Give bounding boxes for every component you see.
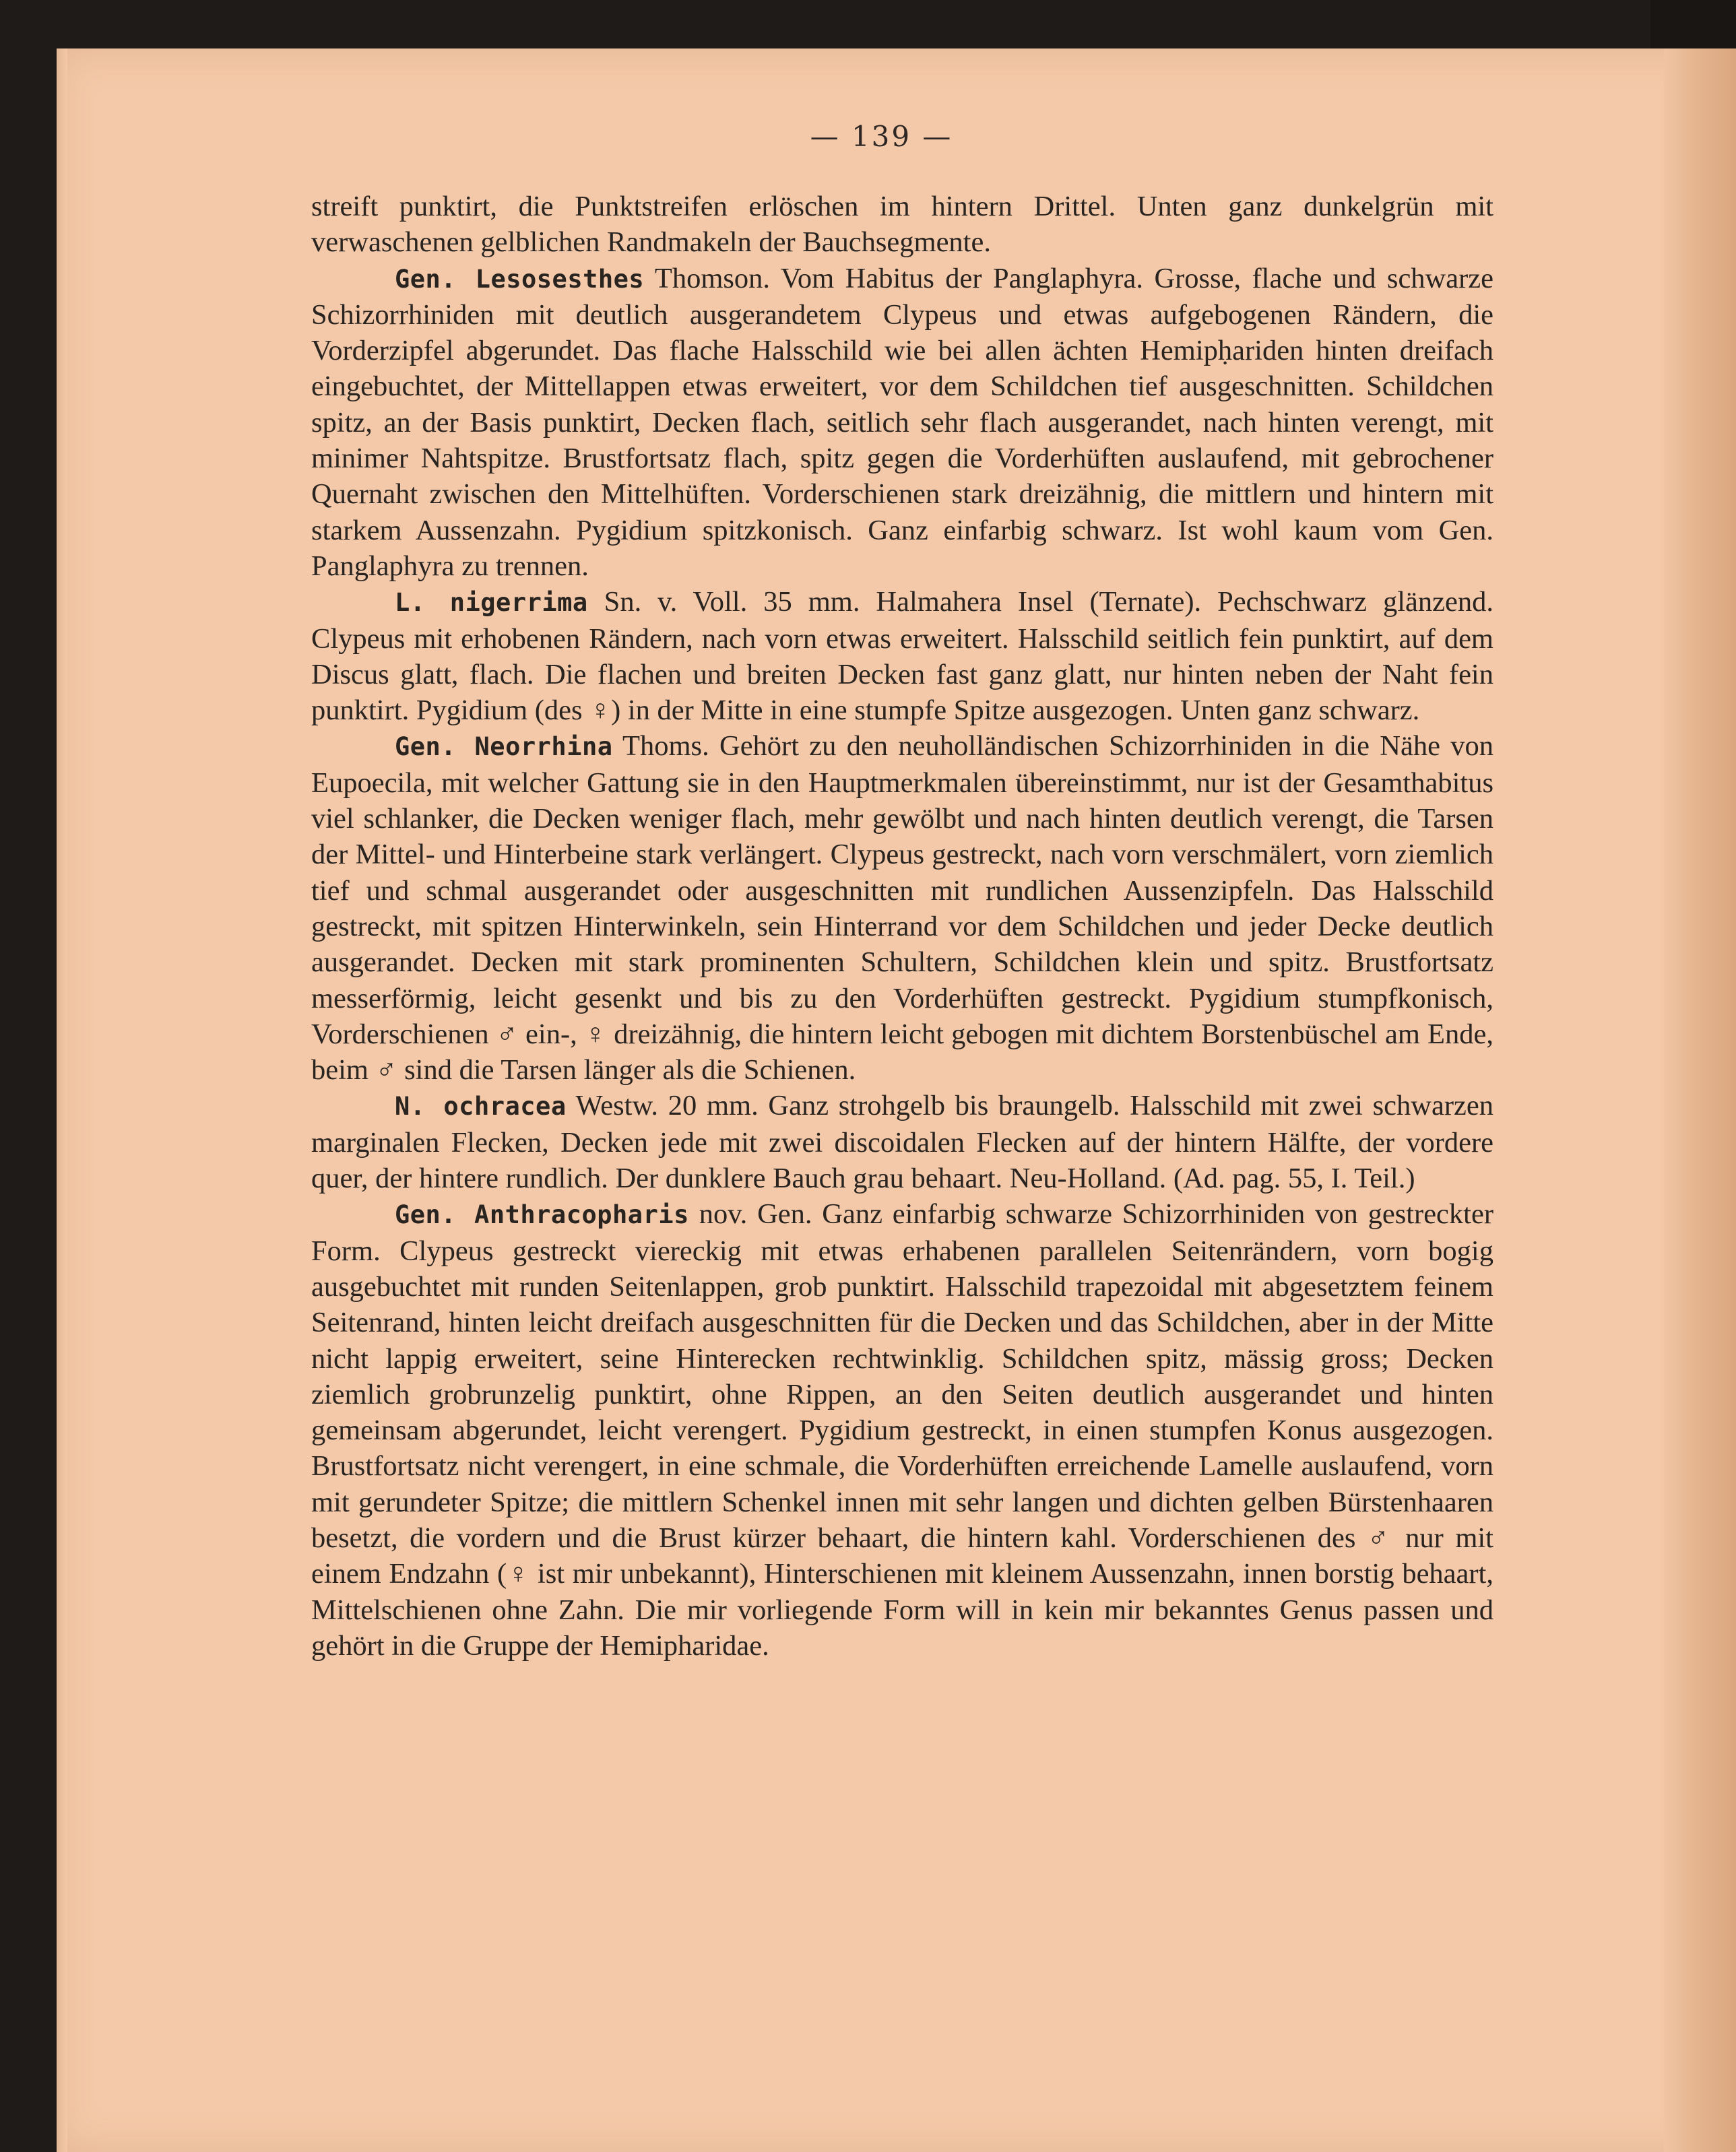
taxon-heading: L. nigerrima — [395, 588, 588, 618]
paragraph-anthracopharis — [311, 1196, 1493, 1664]
page-left-edge — [57, 48, 67, 2152]
paragraph-1 — [311, 189, 1493, 261]
taxon-heading: Gen. Neorrhina — [395, 732, 613, 762]
paragraph-text: streift punktirt, die Punktstreifen erlöschen im hintern Drittel. Unten ganz dunkelgrün mit verwaschenen gelblichen Randmakeln der Bauchsegmente. — [311, 191, 1493, 259]
paragraph-text: Thoms. Gehört zu den neuholländischen Schizorrhiniden in die Nähe von Eupoecila, mit welcher Gattung sie in den Hauptmerkmalen übereinstimmt, nur ist der Gesamthabitus viel schlanker, die Decken weniger flach, mehr gewölbt und nach hinten deutlich verengt, die Tarsen der Mittel- und Hinterbeine stark verlängert. Clypeus gestreckt, nach vorn verschmälert, vorn ziemlich tief und schmal ausgerandet oder ausgeschnitten mit rundlichen Aussenzipfeln. Das Halsschild gestreckt, mit spitzen Hinterwinkeln, sein Hinterrand vor dem Schildchen und jeder Decke deutlich ausgerandet. Decken mit stark prominenten Schultern, Schildchen klein und spitz. Brustfortsatz messerförmig, leicht gesenkt und bis zu den Vorderhüften gestreckt. Pygidium stumpfkonisch, Vorderschienen ♂ ein-, ♀ dreizähnig, die hintern leicht gebogen mit dichtem Borstenbüschel am Ende, beim ♂ sind die Tarsen länger als die Schienen. — [311, 730, 1493, 1086]
paragraph-neorrhina — [311, 728, 1493, 1088]
paragraph-lesosesthes — [311, 261, 1493, 585]
book-gutter — [1664, 48, 1736, 2152]
paragraph-text: Thomson. Vom Habitus der Panglaphyra. Grosse, flache und schwarze Schizorrhiniden mit deutlich ausgerandetem Clypeus und etwas aufgebogenen Rändern, die Vorderzipfel abgerundet. Das flache Halsschild wie bei allen ächten Hemipḥariden hinten dreifach eingebuchtet, der Mittellappen etwas erweitert, vor dem Schildchen tief ausgeschnitten. Schildchen spitz, an der Basis punktirt, Decken flach, seitlich sehr flach ausgerandet, nach hinten verengt, mit minimer Nahtspitze. Brustfortsatz flach, spitz gegen die Vorderhüften auslaufend, mit gebrochener Quernaht zwischen den Mittelhüften. Vorderschienen stark dreizähnig, die mittlern und hintern mit starkem Aussenzahn. Pygidium spitzkonisch. Ganz einfarbig schwarz. Ist wohl kaum vom Gen. Panglaphyra zu trennen. — [311, 262, 1493, 582]
paragraph-nigerrima — [311, 584, 1493, 728]
body-text — [311, 189, 1493, 1664]
paragraph-text: nov. Gen. Ganz einfarbig schwarze Schizorrhiniden von gestreckter Form. Clypeus gestreckt viereckig mit etwas erhabenen parallelen Seitenrändern, vorn bogig ausgebuchtet mit runden Seitenlappen, grob punktirt. Halsschild trapezoidal mit abgesetztem feinem Seitenrand, hinten leicht dreifach ausgeschnitten für die Decken und das Schildchen, aber in der Mitte nicht lappig erweitert, seine Hinterecken rechtwinklig. Schildchen spitz, mässig gross; Decken ziemlich grobrunzelig punktirt, ohne Rippen, an den Seiten deutlich ausgerandet und hinten gemeinsam abgerundet, leicht verengert. Pygidium gestreckt, in einen stumpfen Konus ausgezogen. Brustfortsatz nicht verengert, in eine schmale, die Vorderhüften erreichende Lamelle auslaufend, vorn mit gerundeter Spitze; die mittlern Schenkel innen mit sehr langen und dichten gelben Bürstenhaaren besetzt, die vordern und die Brust kürzer behaart, die hintern kahl. Vorderschienen des ♂ nur mit einem Endzahn (♀ ist mir unbekannt), Hinterschienen mit kleinem Aussenzahn, innen borstig behaart, Mittelschienen ohne Zahn. Die mir vorliegende Form will in kein mir bekanntes Genus passen und gehört in die Gruppe der Hemipharidae. — [311, 1198, 1493, 1662]
paragraph-ochracea — [311, 1088, 1493, 1196]
taxon-heading: Gen. Anthracopharis — [395, 1200, 689, 1230]
paragraph-text: Westw. 20 mm. Ganz strohgelb bis braungelb. Halsschild mit zwei schwarzen marginalen Flecken, Decken jede mit zwei discoidalen Flecken auf der hintern Hälfte, der vordere quer, der hintere rundlich. Der dunklere Bauch grau behaart. Neu-Holland. (Ad. pag. 55, I. Teil.) — [311, 1090, 1493, 1195]
paragraph-text: Sn. v. Voll. 35 mm. Halmahera Insel (Ternate). Pechschwarz glänzend. Clypeus mit erhobenen Rändern, nach vorn etwas erweitert. Halsschild seitlich fein punktirt, auf dem Discus glatt, flach. Die flachen und breiten Decken fast ganz glatt, nur hinten neben der Naht fein punktirt. Pygidium (des ♀) in der Mitte in eine stumpfe Spitze ausgezogen. Unten ganz schwarz. — [311, 586, 1494, 727]
page-number: — 139 — — [810, 120, 953, 153]
taxon-heading: N. ochracea — [395, 1092, 567, 1121]
taxon-heading: Gen. Lesosesthes — [395, 264, 645, 294]
